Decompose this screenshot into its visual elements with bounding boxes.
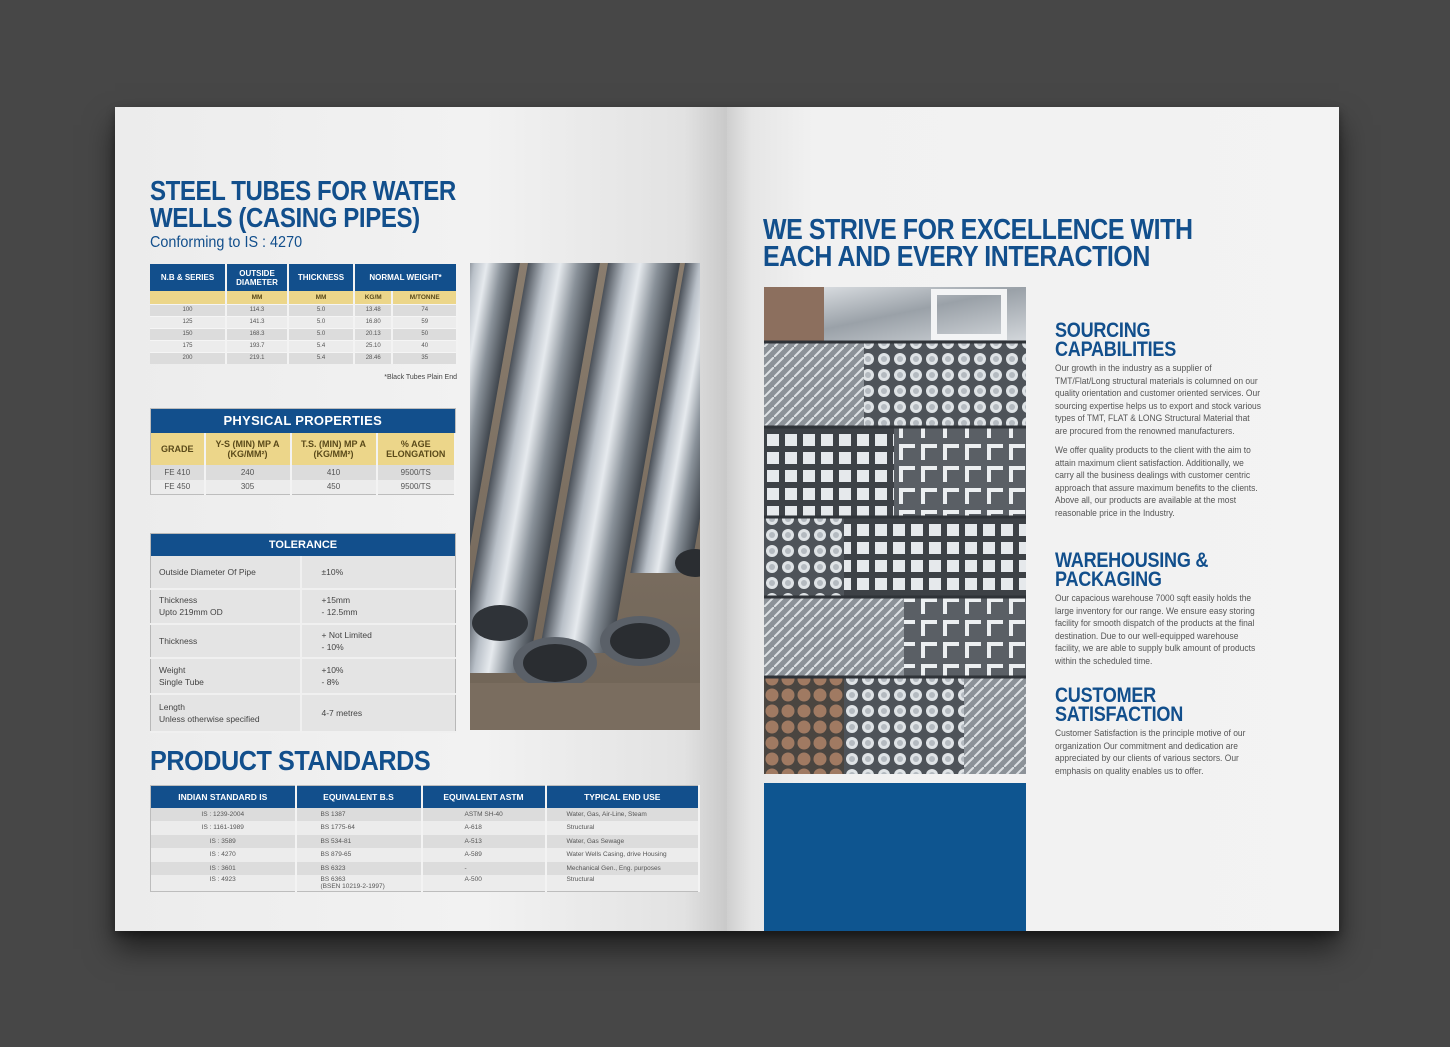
table-cell: BS 879-65 xyxy=(296,848,422,862)
tolerance-label xyxy=(151,694,301,732)
table-cell: 9500/TS xyxy=(377,480,456,495)
table-caption-row xyxy=(151,534,456,556)
table-cell: A-589 xyxy=(422,848,546,862)
col-header: OUTSIDE DIAMETER xyxy=(226,264,288,291)
table-header-row xyxy=(151,786,700,808)
table-row xyxy=(151,624,456,658)
label-text: Thickness xyxy=(159,635,198,646)
table-cell: 28.46 xyxy=(354,352,392,364)
table-cell: 168.3 xyxy=(226,328,288,340)
table-cell: Mechanical Gen., Eng. purposes xyxy=(546,862,700,876)
table-cell: 125 xyxy=(150,316,226,328)
left-page xyxy=(115,107,727,931)
label-subtext: Single Tube xyxy=(159,676,204,687)
table-row xyxy=(151,589,456,624)
title-line-1: STEEL TUBES FOR WATER xyxy=(150,175,456,206)
table-cell: FE 450 xyxy=(151,480,205,495)
table-cell: 5.0 xyxy=(288,304,354,316)
physical-properties-table xyxy=(150,408,456,495)
table-cell: - xyxy=(422,862,546,876)
right-page xyxy=(727,107,1339,931)
tolerance-value xyxy=(301,658,456,694)
heading-line-2: PACKAGING xyxy=(1055,568,1162,591)
table-row xyxy=(150,340,457,352)
tolerance-value xyxy=(301,694,456,732)
table-cell: 5.0 xyxy=(288,316,354,328)
table-row xyxy=(151,465,456,480)
heading-line-1: WAREHOUSING & xyxy=(1055,549,1209,572)
section-paragraph: Our capacious warehouse 7000 sqft easily holds the large inventory for our range. We ensure easy storing facility for smooth dispatch of the products at the final destination. Due to our well-equipped warehouse facility, we are able to supply bulk amount of products within the scheduled time. xyxy=(1055,593,1256,666)
customer-satisfaction-section xyxy=(1055,686,1265,777)
value-text: ±10% xyxy=(321,566,344,577)
section-paragraph: We offer quality products to the client with the aim to attain maximum client satisfaction. Additionally, we carry all the business dealings with customer centric approach that assure maximum benefits to the clients. Above all, our products are available at the most reasonable price in the Industry. xyxy=(1055,445,1258,518)
section-paragraph: Customer Satisfaction is the principle motive of our organization Our commitment and dedication are appreciated by our clients of various sectors. Our emphasis on quality enables us to offer. xyxy=(1055,728,1246,776)
table-cell: IS : 3601 xyxy=(151,862,296,876)
tolerance-label xyxy=(151,624,301,658)
page-subtitle: Conforming to IS : 4270 xyxy=(150,234,303,251)
table-row xyxy=(151,848,700,862)
tolerance-label xyxy=(151,658,301,694)
table-cell: 13.48 xyxy=(354,304,392,316)
table-header-row xyxy=(151,433,456,465)
heading-line-1: CUSTOMER xyxy=(1055,684,1156,707)
table-cell: BS 534-81 xyxy=(296,835,422,849)
table-cell: BS 6323 xyxy=(296,862,422,876)
table-cell: 50 xyxy=(392,328,457,340)
tolerance-label xyxy=(151,556,301,589)
table-cell: 16.80 xyxy=(354,316,392,328)
table-cell: ASTM SH-40 xyxy=(422,808,546,822)
section-paragraph: Our growth in the industry as a supplier of TMT/Flat/Long structural materials is columned on our quality orientation and customer oriented services. Our sourcing expertise helps us to export and stock various types of TMT, FLAT & LONG Structural Material that are procured from the renowned manufacturers. xyxy=(1055,363,1261,436)
value-subtext: - 10% xyxy=(321,641,344,652)
tolerance-value xyxy=(301,556,456,589)
table-cell: 40 xyxy=(392,340,457,352)
table-cell: 5.4 xyxy=(288,352,354,364)
unit-cell: MM xyxy=(288,291,354,304)
table-cell: 25.10 xyxy=(354,340,392,352)
table-cell: BS 1775-64 xyxy=(296,821,422,835)
table-cell: 150 xyxy=(150,328,226,340)
table-row xyxy=(150,328,457,340)
table-row xyxy=(151,480,456,495)
table-cell: A-618 xyxy=(422,821,546,835)
table-cell: 240 xyxy=(205,465,291,480)
col-header: EQUIVALENT B.S xyxy=(296,786,422,808)
table-cell: 200 xyxy=(150,352,226,364)
table-row xyxy=(151,658,456,694)
col-header: N.B & SERIES xyxy=(150,264,226,291)
table-cell: IS : 3589 xyxy=(151,835,296,849)
sourcing-section xyxy=(1055,321,1265,519)
col-header: TYPICAL END USE xyxy=(546,786,700,808)
table-cell: 141.3 xyxy=(226,316,288,328)
table-row xyxy=(151,694,456,732)
table-footnote: *Black Tubes Plain End xyxy=(384,374,457,381)
heading-line-2: CAPABILITIES xyxy=(1055,338,1176,361)
table-cell: IS : 4270 xyxy=(151,848,296,862)
title-line-2: EACH AND EVERY INTERACTION xyxy=(763,241,1150,273)
table-cell: 305 xyxy=(205,480,291,495)
table-cell: 219.1 xyxy=(226,352,288,364)
table-caption-row xyxy=(151,409,456,433)
title-line-1: WE STRIVE FOR EXCELLENCE WITH xyxy=(763,214,1193,246)
table-row xyxy=(150,316,457,328)
col-header: INDIAN STANDARD IS xyxy=(151,786,296,808)
table-cell xyxy=(296,875,422,892)
label-text: Weight xyxy=(159,664,186,675)
table-cell: 175 xyxy=(150,340,226,352)
table-cell: Structural xyxy=(546,875,700,892)
unit-cell: KG/M xyxy=(354,291,392,304)
table-caption: PHYSICAL PROPERTIES xyxy=(223,413,383,429)
section-heading xyxy=(1055,321,1236,359)
table-row xyxy=(150,304,457,316)
steel-pipes-photo xyxy=(470,263,700,730)
value-subtext: - 8% xyxy=(321,676,339,687)
steel-pipes-illustration xyxy=(470,263,700,730)
table-cell: IS : 1161-1989 xyxy=(151,821,296,835)
col-header: EQUIVALENT ASTM xyxy=(422,786,546,808)
cell-text: BS 6363 xyxy=(320,876,346,883)
unit-cell: MM xyxy=(226,291,288,304)
heading-line-2: SATISFACTION xyxy=(1055,703,1184,726)
table-cell: Water Wells Casing, drive Housing xyxy=(546,848,700,862)
value-text: 4-7 metres xyxy=(321,707,363,718)
col-header: T.S. (MIN) MP A (KG/MM²) xyxy=(291,433,377,465)
table-cell: IS : 4923 xyxy=(151,875,296,892)
tolerance-table xyxy=(150,533,456,733)
label-text: Thickness xyxy=(159,595,198,605)
table-cell: 9500/TS xyxy=(377,465,456,480)
table-row xyxy=(151,862,700,876)
tolerance-value xyxy=(301,589,456,624)
table-cell: IS : 1239-2004 xyxy=(151,808,296,822)
cell-subtext: (BSEN 10219-2-1997) xyxy=(320,883,385,890)
table-cell: 410 xyxy=(291,465,377,480)
value-text: + Not Limited xyxy=(321,629,372,640)
product-standards-table xyxy=(150,785,700,892)
table-row xyxy=(151,821,700,835)
table-caption: TOLERANCE xyxy=(268,538,338,551)
steel-products-photo xyxy=(764,287,1026,774)
value-subtext: - 12.5mm xyxy=(321,607,358,617)
table-cell: BS 1387 xyxy=(296,808,422,822)
table-row xyxy=(151,835,700,849)
table-cell: 114.3 xyxy=(226,304,288,316)
warehousing-section xyxy=(1055,551,1265,667)
table-cell: 5.0 xyxy=(288,328,354,340)
col-header: % AGE ELONGATION xyxy=(377,433,456,465)
unit-cell xyxy=(150,291,226,304)
section-heading xyxy=(1055,686,1236,724)
nb-series-table xyxy=(150,264,458,364)
label-text: Outside Diameter Of Pipe xyxy=(159,566,256,577)
table-cell: 35 xyxy=(392,352,457,364)
tolerance-label xyxy=(151,589,301,624)
value-text: +15mm xyxy=(321,595,351,605)
label-text: Length xyxy=(159,701,185,712)
table-cell: A-513 xyxy=(422,835,546,849)
table-cell: 5.4 xyxy=(288,340,354,352)
col-header: GRADE xyxy=(151,433,205,465)
table-cell: Water, Gas Sewage xyxy=(546,835,700,849)
blue-accent-block xyxy=(764,783,1026,931)
title-line-2: WELLS (CASING PIPES) xyxy=(150,202,420,233)
page-title xyxy=(150,177,456,231)
label-subtext: Unless otherwise specified xyxy=(159,713,260,724)
table-cell: 100 xyxy=(150,304,226,316)
table-header-row xyxy=(150,264,457,291)
col-header: NORMAL WEIGHT* xyxy=(354,264,457,291)
steel-sections-illustration xyxy=(764,287,1026,774)
table-cell: 450 xyxy=(291,480,377,495)
table-cell: 20.13 xyxy=(354,328,392,340)
table-row xyxy=(151,556,456,589)
tolerance-value xyxy=(301,624,456,658)
table-row xyxy=(151,875,700,892)
table-cell: 74 xyxy=(392,304,457,316)
table-row xyxy=(151,808,700,822)
value-text: +10% xyxy=(321,664,344,675)
table-cell: 59 xyxy=(392,316,457,328)
unit-cell: M/TONNE xyxy=(392,291,457,304)
table-cell: Structural xyxy=(546,821,700,835)
table-row xyxy=(150,352,457,364)
col-header: Y-S (MIN) MP A (KG/MM²) xyxy=(205,433,291,465)
table-cell: FE 410 xyxy=(151,465,205,480)
table-cell: A-500 xyxy=(422,875,546,892)
label-subtext: Upto 219mm OD xyxy=(159,607,223,617)
standards-title: PRODUCT STANDARDS xyxy=(150,745,431,776)
units-row xyxy=(150,291,457,304)
table-cell: Water, Gas, Air-Line, Steam xyxy=(546,808,700,822)
col-header: THICKNESS xyxy=(288,264,354,291)
page-title xyxy=(763,214,1193,273)
table-cell: 193.7 xyxy=(226,340,288,352)
section-heading xyxy=(1055,551,1236,589)
heading-line-1: SOURCING xyxy=(1055,319,1151,342)
brochure-spread xyxy=(115,107,1339,931)
